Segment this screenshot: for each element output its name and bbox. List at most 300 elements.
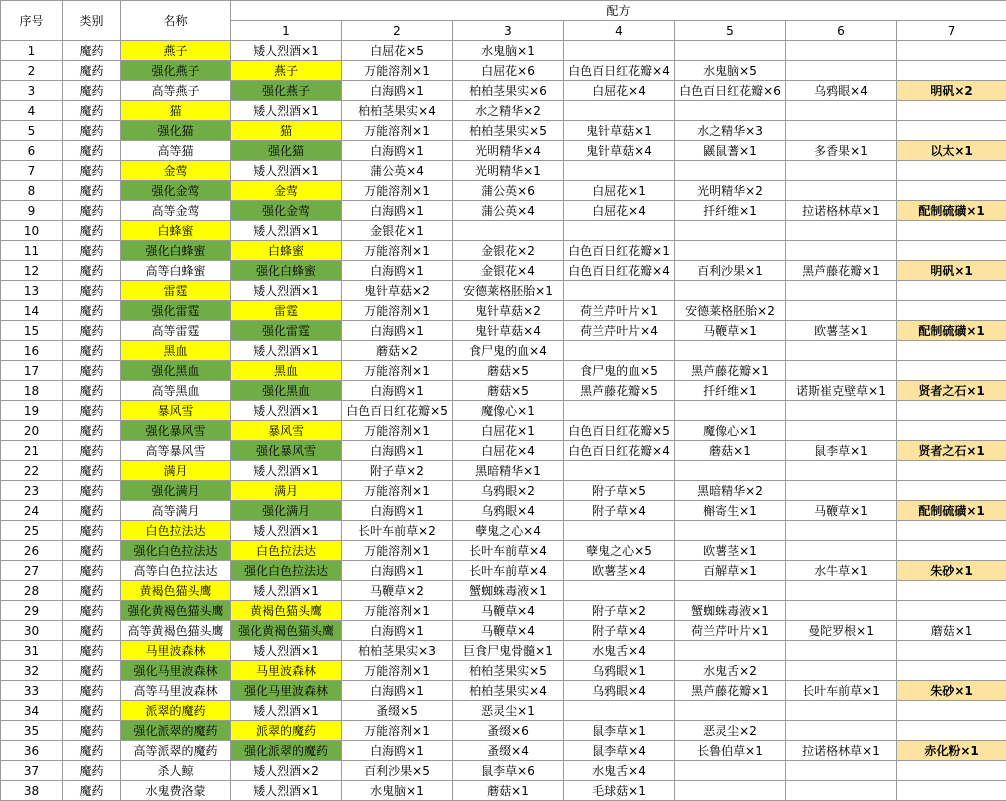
cell-category[interactable]: 魔药 — [63, 281, 121, 301]
cell-recipe-7[interactable]: 贤者之石×1 — [897, 441, 1006, 461]
cell-index[interactable]: 14 — [1, 301, 63, 321]
cell-index[interactable]: 21 — [1, 441, 63, 461]
cell-index[interactable]: 32 — [1, 661, 63, 681]
cell-recipe-3[interactable]: 长叶车前草×4 — [453, 561, 564, 581]
cell-recipe-5[interactable]: 黑芦藤花瓣×1 — [675, 361, 786, 381]
cell-recipe-2[interactable]: 万能溶剂×1 — [342, 241, 453, 261]
cell-name[interactable]: 强化满月 — [121, 481, 231, 501]
cell-category[interactable]: 魔药 — [63, 341, 121, 361]
cell-recipe-7[interactable] — [897, 221, 1006, 241]
cell-recipe-4[interactable]: 水鬼舌×4 — [564, 641, 675, 661]
cell-recipe-1[interactable]: 强化马里波森林 — [231, 681, 342, 701]
cell-index[interactable]: 3 — [1, 81, 63, 101]
cell-recipe-1[interactable]: 强化黑血 — [231, 381, 342, 401]
cell-recipe-4[interactable] — [564, 161, 675, 181]
cell-recipe-1[interactable]: 白色拉法达 — [231, 541, 342, 561]
cell-recipe-1[interactable]: 矮人烈酒×1 — [231, 281, 342, 301]
cell-recipe-2[interactable]: 万能溶剂×1 — [342, 481, 453, 501]
cell-recipe-1[interactable]: 强化燕子 — [231, 81, 342, 101]
cell-recipe-3[interactable]: 金银花×4 — [453, 261, 564, 281]
cell-name[interactable]: 高等满月 — [121, 501, 231, 521]
cell-recipe-1[interactable]: 雷霆 — [231, 301, 342, 321]
cell-recipe-4[interactable]: 附子草×2 — [564, 601, 675, 621]
cell-category[interactable]: 魔药 — [63, 501, 121, 521]
cell-index[interactable]: 6 — [1, 141, 63, 161]
cell-recipe-5[interactable]: 黑芦藤花瓣×1 — [675, 681, 786, 701]
cell-name[interactable]: 强化猫 — [121, 121, 231, 141]
cell-recipe-3[interactable]: 蘑菇×5 — [453, 361, 564, 381]
cell-recipe-4[interactable]: 白屈花×1 — [564, 181, 675, 201]
cell-index[interactable]: 4 — [1, 101, 63, 121]
cell-recipe-2[interactable]: 万能溶剂×1 — [342, 301, 453, 321]
cell-recipe-3[interactable]: 金银花×2 — [453, 241, 564, 261]
cell-name[interactable]: 派翠的魔药 — [121, 701, 231, 721]
cell-recipe-6[interactable] — [786, 241, 897, 261]
cell-recipe-5[interactable] — [675, 341, 786, 361]
cell-recipe-2[interactable]: 万能溶剂×1 — [342, 541, 453, 561]
cell-category[interactable]: 魔药 — [63, 141, 121, 161]
cell-index[interactable]: 26 — [1, 541, 63, 561]
cell-recipe-1[interactable]: 强化白蜂蜜 — [231, 261, 342, 281]
cell-recipe-3[interactable]: 食尸鬼的血×4 — [453, 341, 564, 361]
cell-category[interactable]: 魔药 — [63, 41, 121, 61]
cell-recipe-1[interactable]: 满月 — [231, 481, 342, 501]
cell-recipe-2[interactable]: 白海鸥×1 — [342, 681, 453, 701]
cell-recipe-5[interactable] — [675, 761, 786, 781]
cell-name[interactable]: 高等雷霆 — [121, 321, 231, 341]
cell-category[interactable]: 魔药 — [63, 81, 121, 101]
cell-recipe-2[interactable]: 百利沙果×5 — [342, 761, 453, 781]
cell-recipe-3[interactable]: 柏柏茎果实×5 — [453, 661, 564, 681]
cell-category[interactable]: 魔药 — [63, 241, 121, 261]
cell-recipe-5[interactable] — [675, 41, 786, 61]
cell-recipe-1[interactable]: 强化暴风雪 — [231, 441, 342, 461]
cell-recipe-5[interactable]: 水鬼舌×2 — [675, 661, 786, 681]
cell-recipe-1[interactable]: 燕子 — [231, 61, 342, 81]
cell-recipe-3[interactable]: 水之精华×2 — [453, 101, 564, 121]
cell-recipe-2[interactable]: 马鞭草×2 — [342, 581, 453, 601]
cell-category[interactable]: 魔药 — [63, 161, 121, 181]
cell-category[interactable]: 魔药 — [63, 541, 121, 561]
cell-recipe-3[interactable]: 白屈花×4 — [453, 441, 564, 461]
cell-name[interactable]: 高等马里波森林 — [121, 681, 231, 701]
cell-recipe-3[interactable]: 蒲公英×6 — [453, 181, 564, 201]
cell-recipe-7[interactable]: 蘑菇×1 — [897, 621, 1006, 641]
cell-recipe-7[interactable] — [897, 581, 1006, 601]
cell-name[interactable]: 雷霆 — [121, 281, 231, 301]
cell-recipe-7[interactable] — [897, 641, 1006, 661]
cell-recipe-2[interactable]: 蚤缀×5 — [342, 701, 453, 721]
cell-recipe-4[interactable]: 附子草×5 — [564, 481, 675, 501]
cell-recipe-4[interactable]: 白色百日红花瓣×4 — [564, 261, 675, 281]
cell-recipe-6[interactable]: 鼠李草×1 — [786, 441, 897, 461]
cell-recipe-2[interactable]: 鬼针草菇×2 — [342, 281, 453, 301]
cell-recipe-3[interactable]: 柏柏茎果实×5 — [453, 121, 564, 141]
cell-index[interactable]: 8 — [1, 181, 63, 201]
cell-recipe-6[interactable] — [786, 421, 897, 441]
cell-index[interactable]: 24 — [1, 501, 63, 521]
cell-recipe-3[interactable]: 魔像心×1 — [453, 401, 564, 421]
cell-recipe-4[interactable]: 白色百日红花瓣×1 — [564, 241, 675, 261]
cell-recipe-6[interactable] — [786, 401, 897, 421]
cell-recipe-4[interactable]: 白色百日红花瓣×5 — [564, 421, 675, 441]
cell-recipe-2[interactable]: 白屈花×5 — [342, 41, 453, 61]
cell-recipe-7[interactable] — [897, 121, 1006, 141]
cell-recipe-1[interactable]: 黑血 — [231, 361, 342, 381]
cell-recipe-1[interactable]: 金莺 — [231, 181, 342, 201]
cell-recipe-3[interactable]: 乌鸦眼×2 — [453, 481, 564, 501]
cell-index[interactable]: 22 — [1, 461, 63, 481]
cell-recipe-6[interactable] — [786, 301, 897, 321]
cell-recipe-2[interactable]: 长叶车前草×2 — [342, 521, 453, 541]
cell-recipe-2[interactable]: 附子草×2 — [342, 461, 453, 481]
cell-recipe-2[interactable]: 万能溶剂×1 — [342, 361, 453, 381]
cell-recipe-5[interactable] — [675, 221, 786, 241]
cell-recipe-7[interactable] — [897, 781, 1006, 801]
cell-recipe-5[interactable]: 蘑菇×1 — [675, 441, 786, 461]
cell-name[interactable]: 强化马里波森林 — [121, 661, 231, 681]
cell-recipe-2[interactable]: 水鬼脑×1 — [342, 781, 453, 801]
cell-category[interactable]: 魔药 — [63, 201, 121, 221]
cell-recipe-1[interactable]: 暴风雪 — [231, 421, 342, 441]
cell-recipe-6[interactable] — [786, 121, 897, 141]
cell-index[interactable]: 17 — [1, 361, 63, 381]
cell-recipe-4[interactable]: 毛球菇×1 — [564, 781, 675, 801]
cell-recipe-3[interactable]: 鼠李草×6 — [453, 761, 564, 781]
cell-name[interactable]: 高等白色拉法达 — [121, 561, 231, 581]
cell-index[interactable]: 33 — [1, 681, 63, 701]
cell-recipe-1[interactable]: 派翠的魔药 — [231, 721, 342, 741]
cell-recipe-5[interactable]: 百利沙果×1 — [675, 261, 786, 281]
cell-recipe-4[interactable] — [564, 41, 675, 61]
cell-recipe-7[interactable] — [897, 61, 1006, 81]
cell-name[interactable]: 高等猫 — [121, 141, 231, 161]
cell-category[interactable]: 魔药 — [63, 401, 121, 421]
cell-name[interactable]: 高等燕子 — [121, 81, 231, 101]
cell-recipe-7[interactable] — [897, 361, 1006, 381]
cell-category[interactable]: 魔药 — [63, 781, 121, 801]
cell-recipe-4[interactable]: 食尸鬼的血×5 — [564, 361, 675, 381]
cell-name[interactable]: 高等白蜂蜜 — [121, 261, 231, 281]
cell-recipe-3[interactable]: 马鞭草×4 — [453, 621, 564, 641]
cell-recipe-7[interactable] — [897, 401, 1006, 421]
cell-recipe-7[interactable]: 明矾×1 — [897, 261, 1006, 281]
cell-recipe-2[interactable]: 白海鸥×1 — [342, 441, 453, 461]
cell-recipe-6[interactable] — [786, 181, 897, 201]
cell-category[interactable]: 魔药 — [63, 301, 121, 321]
cell-recipe-2[interactable]: 白海鸥×1 — [342, 201, 453, 221]
cell-recipe-2[interactable]: 万能溶剂×1 — [342, 601, 453, 621]
cell-recipe-5[interactable]: 马鞭草×1 — [675, 321, 786, 341]
cell-recipe-2[interactable]: 白色百日红花瓣×5 — [342, 401, 453, 421]
cell-recipe-1[interactable]: 猫 — [231, 121, 342, 141]
cell-category[interactable]: 魔药 — [63, 61, 121, 81]
cell-recipe-4[interactable]: 白屈花×4 — [564, 201, 675, 221]
cell-recipe-7[interactable] — [897, 521, 1006, 541]
cell-recipe-7[interactable]: 以太×1 — [897, 141, 1006, 161]
cell-recipe-5[interactable] — [675, 781, 786, 801]
cell-recipe-3[interactable]: 蚤缀×4 — [453, 741, 564, 761]
cell-recipe-6[interactable] — [786, 581, 897, 601]
cell-recipe-5[interactable]: 白色百日红花瓣×6 — [675, 81, 786, 101]
cell-recipe-2[interactable]: 白海鸥×1 — [342, 501, 453, 521]
cell-recipe-5[interactable] — [675, 641, 786, 661]
cell-recipe-6[interactable] — [786, 461, 897, 481]
cell-recipe-7[interactable]: 配制硫磺×1 — [897, 501, 1006, 521]
cell-recipe-4[interactable]: 附子草×4 — [564, 501, 675, 521]
cell-category[interactable]: 魔药 — [63, 621, 121, 641]
cell-category[interactable]: 魔药 — [63, 121, 121, 141]
cell-index[interactable]: 7 — [1, 161, 63, 181]
cell-recipe-7[interactable]: 朱砂×1 — [897, 681, 1006, 701]
cell-recipe-6[interactable] — [786, 661, 897, 681]
cell-recipe-5[interactable]: 水鬼脑×5 — [675, 61, 786, 81]
cell-recipe-4[interactable]: 乌鸦眼×4 — [564, 681, 675, 701]
cell-index[interactable]: 30 — [1, 621, 63, 641]
cell-name[interactable]: 黄褐色猫头鹰 — [121, 581, 231, 601]
cell-recipe-2[interactable]: 万能溶剂×1 — [342, 421, 453, 441]
cell-category[interactable]: 魔药 — [63, 481, 121, 501]
cell-recipe-3[interactable]: 白屈花×6 — [453, 61, 564, 81]
cell-recipe-6[interactable]: 水牛草×1 — [786, 561, 897, 581]
cell-category[interactable]: 魔药 — [63, 321, 121, 341]
cell-index[interactable]: 37 — [1, 761, 63, 781]
cell-category[interactable]: 魔药 — [63, 461, 121, 481]
cell-recipe-2[interactable]: 白海鸥×1 — [342, 321, 453, 341]
cell-recipe-1[interactable]: 矮人烈酒×1 — [231, 781, 342, 801]
cell-recipe-2[interactable]: 蘑菇×2 — [342, 341, 453, 361]
cell-recipe-7[interactable]: 朱砂×1 — [897, 561, 1006, 581]
cell-category[interactable]: 魔药 — [63, 441, 121, 461]
cell-recipe-3[interactable] — [453, 221, 564, 241]
cell-recipe-7[interactable] — [897, 301, 1006, 321]
cell-recipe-4[interactable]: 附子草×4 — [564, 621, 675, 641]
cell-recipe-7[interactable] — [897, 281, 1006, 301]
cell-recipe-5[interactable]: 水之精华×3 — [675, 121, 786, 141]
cell-category[interactable]: 魔药 — [63, 641, 121, 661]
cell-recipe-2[interactable]: 金银花×1 — [342, 221, 453, 241]
cell-recipe-3[interactable]: 黑暗精华×1 — [453, 461, 564, 481]
cell-index[interactable]: 18 — [1, 381, 63, 401]
cell-recipe-7[interactable] — [897, 101, 1006, 121]
cell-recipe-6[interactable] — [786, 361, 897, 381]
cell-recipe-7[interactable] — [897, 161, 1006, 181]
cell-recipe-4[interactable] — [564, 521, 675, 541]
cell-recipe-1[interactable]: 矮人烈酒×1 — [231, 341, 342, 361]
cell-name[interactable]: 强化白蜂蜜 — [121, 241, 231, 261]
cell-recipe-6[interactable]: 多香果×1 — [786, 141, 897, 161]
cell-recipe-6[interactable]: 乌鸦眼×4 — [786, 81, 897, 101]
cell-recipe-7[interactable] — [897, 701, 1006, 721]
cell-recipe-2[interactable]: 白海鸥×1 — [342, 261, 453, 281]
cell-recipe-1[interactable]: 矮人烈酒×2 — [231, 761, 342, 781]
cell-index[interactable]: 38 — [1, 781, 63, 801]
cell-recipe-4[interactable] — [564, 461, 675, 481]
cell-recipe-1[interactable]: 矮人烈酒×1 — [231, 41, 342, 61]
cell-name[interactable]: 燕子 — [121, 41, 231, 61]
cell-category[interactable]: 魔药 — [63, 581, 121, 601]
cell-recipe-2[interactable]: 柏柏茎果实×4 — [342, 101, 453, 121]
cell-name[interactable]: 强化黑血 — [121, 361, 231, 381]
cell-name[interactable]: 高等派翠的魔药 — [121, 741, 231, 761]
cell-recipe-5[interactable]: 槲寄生×1 — [675, 501, 786, 521]
cell-recipe-1[interactable]: 矮人烈酒×1 — [231, 581, 342, 601]
cell-recipe-3[interactable]: 乌鸦眼×4 — [453, 501, 564, 521]
cell-recipe-3[interactable]: 白屈花×1 — [453, 421, 564, 441]
cell-index[interactable]: 25 — [1, 521, 63, 541]
cell-recipe-6[interactable] — [786, 601, 897, 621]
cell-recipe-4[interactable]: 鼠李草×4 — [564, 741, 675, 761]
cell-recipe-1[interactable]: 强化金莺 — [231, 201, 342, 221]
cell-recipe-7[interactable] — [897, 541, 1006, 561]
cell-category[interactable]: 魔药 — [63, 381, 121, 401]
cell-index[interactable]: 35 — [1, 721, 63, 741]
cell-index[interactable]: 29 — [1, 601, 63, 621]
cell-category[interactable]: 魔药 — [63, 721, 121, 741]
cell-category[interactable]: 魔药 — [63, 561, 121, 581]
cell-recipe-3[interactable]: 鬼针草菇×4 — [453, 321, 564, 341]
cell-name[interactable]: 金莺 — [121, 161, 231, 181]
cell-recipe-4[interactable]: 荷兰芹叶片×4 — [564, 321, 675, 341]
cell-name[interactable]: 强化雷霆 — [121, 301, 231, 321]
cell-category[interactable]: 魔药 — [63, 521, 121, 541]
cell-recipe-6[interactable] — [786, 761, 897, 781]
cell-recipe-3[interactable]: 鬼针草菇×2 — [453, 301, 564, 321]
cell-recipe-7[interactable] — [897, 341, 1006, 361]
cell-recipe-3[interactable]: 蘑菇×5 — [453, 381, 564, 401]
cell-recipe-4[interactable]: 乌鸦眼×1 — [564, 661, 675, 681]
cell-recipe-3[interactable]: 马鞭草×4 — [453, 601, 564, 621]
cell-index[interactable]: 2 — [1, 61, 63, 81]
cell-recipe-3[interactable]: 光明精华×1 — [453, 161, 564, 181]
cell-recipe-2[interactable]: 白海鸥×1 — [342, 741, 453, 761]
cell-recipe-7[interactable] — [897, 481, 1006, 501]
cell-recipe-4[interactable]: 鼠李草×1 — [564, 721, 675, 741]
cell-category[interactable]: 魔药 — [63, 361, 121, 381]
cell-recipe-6[interactable] — [786, 701, 897, 721]
cell-index[interactable]: 31 — [1, 641, 63, 661]
cell-recipe-3[interactable]: 孽鬼之心×4 — [453, 521, 564, 541]
cell-recipe-5[interactable]: 安德莱格胚胎×2 — [675, 301, 786, 321]
cell-recipe-3[interactable]: 安德莱格胚胎×1 — [453, 281, 564, 301]
cell-recipe-3[interactable]: 恶灵尘×1 — [453, 701, 564, 721]
cell-name[interactable]: 马里波森林 — [121, 641, 231, 661]
cell-recipe-6[interactable] — [786, 541, 897, 561]
cell-recipe-5[interactable] — [675, 401, 786, 421]
cell-recipe-4[interactable] — [564, 401, 675, 421]
cell-recipe-2[interactable]: 万能溶剂×1 — [342, 121, 453, 141]
cell-name[interactable]: 高等金莺 — [121, 201, 231, 221]
cell-recipe-3[interactable]: 长叶车前草×4 — [453, 541, 564, 561]
cell-index[interactable]: 34 — [1, 701, 63, 721]
cell-recipe-6[interactable] — [786, 101, 897, 121]
cell-category[interactable]: 魔药 — [63, 741, 121, 761]
cell-recipe-4[interactable]: 白屈花×4 — [564, 81, 675, 101]
cell-recipe-4[interactable] — [564, 221, 675, 241]
cell-recipe-2[interactable]: 柏柏茎果实×3 — [342, 641, 453, 661]
cell-recipe-5[interactable] — [675, 461, 786, 481]
cell-name[interactable]: 强化白色拉法达 — [121, 541, 231, 561]
cell-index[interactable]: 15 — [1, 321, 63, 341]
cell-recipe-6[interactable]: 黑芦藤花瓣×1 — [786, 261, 897, 281]
cell-category[interactable]: 魔药 — [63, 421, 121, 441]
cell-recipe-4[interactable]: 鬼针草菇×1 — [564, 121, 675, 141]
cell-recipe-2[interactable]: 白海鸥×1 — [342, 81, 453, 101]
cell-index[interactable]: 20 — [1, 421, 63, 441]
cell-recipe-5[interactable] — [675, 101, 786, 121]
cell-name[interactable]: 猫 — [121, 101, 231, 121]
cell-category[interactable]: 魔药 — [63, 701, 121, 721]
cell-recipe-6[interactable] — [786, 641, 897, 661]
cell-recipe-7[interactable] — [897, 421, 1006, 441]
cell-index[interactable]: 16 — [1, 341, 63, 361]
cell-recipe-5[interactable] — [675, 701, 786, 721]
cell-index[interactable]: 11 — [1, 241, 63, 261]
cell-recipe-6[interactable] — [786, 61, 897, 81]
cell-index[interactable]: 5 — [1, 121, 63, 141]
cell-recipe-7[interactable]: 配制硫磺×1 — [897, 321, 1006, 341]
cell-recipe-6[interactable]: 拉诺格林草×1 — [786, 741, 897, 761]
cell-recipe-7[interactable]: 配制硫磺×1 — [897, 201, 1006, 221]
cell-recipe-6[interactable] — [786, 41, 897, 61]
cell-recipe-1[interactable]: 白蜂蜜 — [231, 241, 342, 261]
cell-recipe-6[interactable] — [786, 161, 897, 181]
cell-recipe-2[interactable]: 万能溶剂×1 — [342, 721, 453, 741]
cell-recipe-5[interactable]: 魔像心×1 — [675, 421, 786, 441]
cell-category[interactable]: 魔药 — [63, 661, 121, 681]
cell-recipe-4[interactable]: 白色百日红花瓣×4 — [564, 61, 675, 81]
cell-index[interactable]: 9 — [1, 201, 63, 221]
cell-recipe-4[interactable]: 白色百日红花瓣×4 — [564, 441, 675, 461]
cell-recipe-7[interactable]: 明矾×2 — [897, 81, 1006, 101]
cell-recipe-3[interactable]: 蚤缀×6 — [453, 721, 564, 741]
cell-index[interactable]: 23 — [1, 481, 63, 501]
cell-recipe-2[interactable]: 万能溶剂×1 — [342, 661, 453, 681]
cell-index[interactable]: 13 — [1, 281, 63, 301]
cell-recipe-4[interactable] — [564, 701, 675, 721]
cell-recipe-5[interactable]: 黑暗精华×2 — [675, 481, 786, 501]
cell-recipe-4[interactable]: 孽鬼之心×5 — [564, 541, 675, 561]
cell-index[interactable]: 1 — [1, 41, 63, 61]
cell-recipe-1[interactable]: 强化雷霆 — [231, 321, 342, 341]
cell-recipe-5[interactable]: 欧薯茎×1 — [675, 541, 786, 561]
cell-recipe-5[interactable] — [675, 521, 786, 541]
cell-recipe-4[interactable]: 荷兰芹叶片×1 — [564, 301, 675, 321]
cell-recipe-7[interactable] — [897, 181, 1006, 201]
cell-recipe-5[interactable] — [675, 581, 786, 601]
cell-recipe-5[interactable]: 扦纤维×1 — [675, 201, 786, 221]
cell-recipe-2[interactable]: 万能溶剂×1 — [342, 61, 453, 81]
cell-name[interactable]: 强化金莺 — [121, 181, 231, 201]
cell-recipe-1[interactable]: 马里波森林 — [231, 661, 342, 681]
cell-recipe-7[interactable] — [897, 601, 1006, 621]
cell-recipe-6[interactable]: 曼陀罗根×1 — [786, 621, 897, 641]
cell-recipe-7[interactable] — [897, 461, 1006, 481]
cell-recipe-1[interactable]: 强化黄褐色猫头鹰 — [231, 621, 342, 641]
cell-recipe-4[interactable]: 欧薯茎×4 — [564, 561, 675, 581]
cell-recipe-5[interactable]: 长鲁伯草×1 — [675, 741, 786, 761]
cell-name[interactable]: 满月 — [121, 461, 231, 481]
cell-recipe-1[interactable]: 矮人烈酒×1 — [231, 461, 342, 481]
cell-recipe-1[interactable]: 强化满月 — [231, 501, 342, 521]
cell-category[interactable]: 魔药 — [63, 181, 121, 201]
cell-recipe-6[interactable]: 欧薯茎×1 — [786, 321, 897, 341]
cell-recipe-7[interactable] — [897, 761, 1006, 781]
cell-recipe-3[interactable]: 蒲公英×4 — [453, 201, 564, 221]
cell-recipe-1[interactable]: 强化白色拉法达 — [231, 561, 342, 581]
cell-recipe-1[interactable]: 矮人烈酒×1 — [231, 401, 342, 421]
cell-recipe-5[interactable] — [675, 281, 786, 301]
